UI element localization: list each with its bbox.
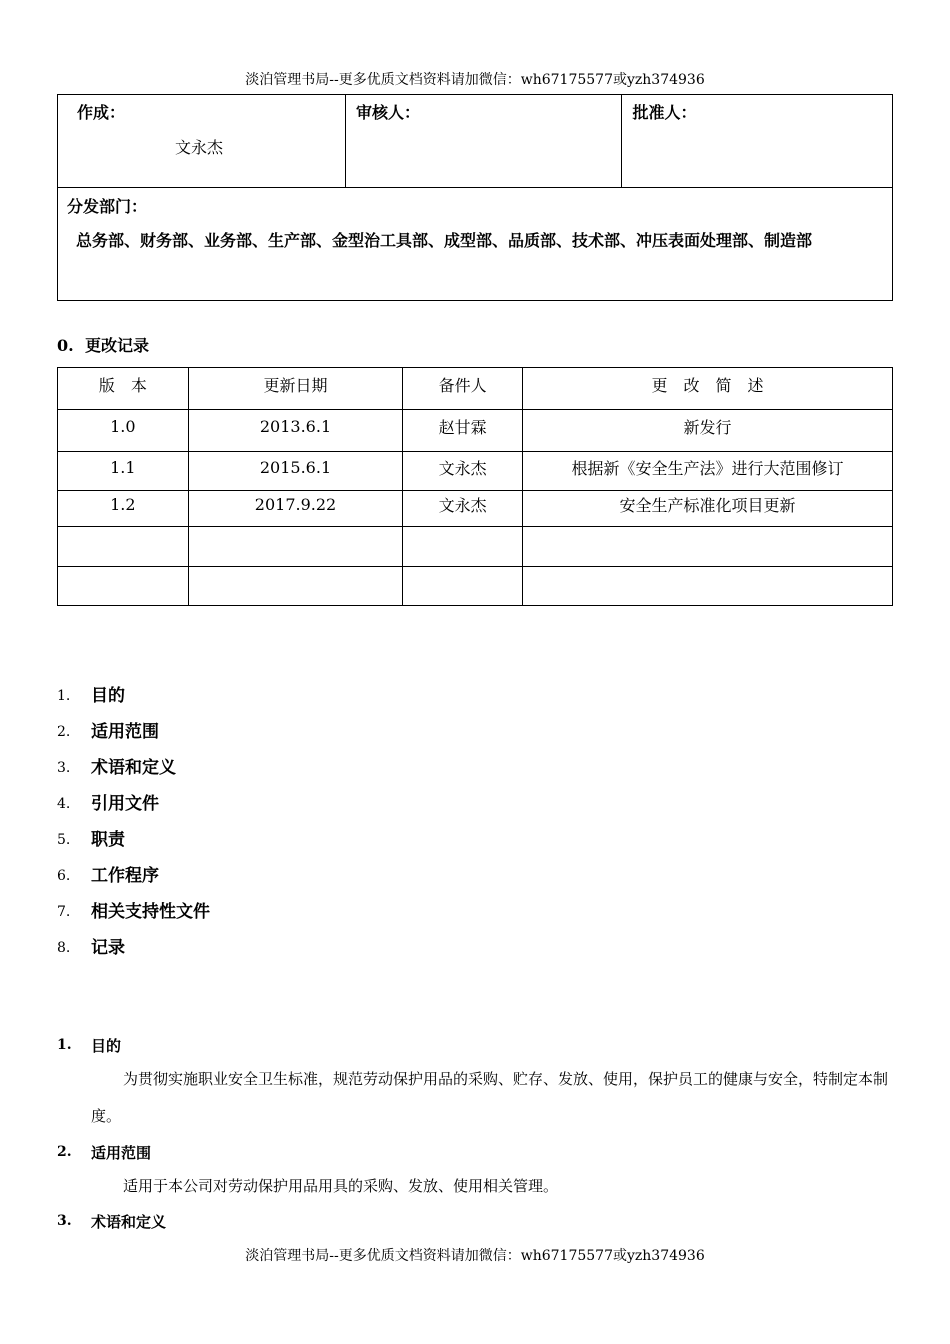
toc-item[interactable]: 8. 记录 xyxy=(57,938,125,958)
section-paragraph: 适用于本公司对劳动保护用品用具的采购、发放、使用相关管理。 xyxy=(123,1177,559,1195)
cell-date xyxy=(188,527,403,567)
toc-item[interactable]: 7. 相关支持性文件 xyxy=(57,902,210,922)
toc-item[interactable]: 2. 适用范围 xyxy=(57,722,159,742)
cell-date: 2015.6.1 xyxy=(188,452,403,491)
toc-item[interactable]: 1. 目的 xyxy=(57,686,125,706)
page-header: 淡泊管理书局--更多优质文档资料请加微信：wh67175577或yzh374936 xyxy=(245,72,705,88)
author-label: 作成： xyxy=(77,103,126,122)
header-summary: 更 改 简 述 xyxy=(522,368,892,410)
cell-version xyxy=(58,527,189,567)
cell-version xyxy=(58,567,189,606)
table-header-row xyxy=(58,368,893,410)
cell-summary: 新发行 xyxy=(522,410,892,452)
change-log-table xyxy=(57,367,893,606)
reviewer-label: 审核人： xyxy=(355,103,420,122)
toc-item[interactable]: 5. 职责 xyxy=(57,830,125,850)
header-editor: 备件人 xyxy=(403,368,523,410)
cell-date: 2013.6.1 xyxy=(188,410,403,452)
cell-date xyxy=(188,567,403,606)
distribution-cell xyxy=(58,188,893,301)
section-heading: 1. 目的 xyxy=(57,1036,122,1055)
author-cell xyxy=(58,95,346,188)
table-of-contents xyxy=(57,678,210,966)
cell-date: 2017.9.22 xyxy=(188,491,403,527)
approver-cell xyxy=(622,95,893,188)
table-row xyxy=(58,527,893,567)
cell-version: 1.1 xyxy=(58,452,189,491)
header-version: 版 本 xyxy=(58,368,189,410)
section-purpose xyxy=(57,1033,907,1135)
change-log-title-text: 更改记录 xyxy=(85,336,150,355)
change-log-number: 0. xyxy=(57,336,74,355)
page-footer: 淡泊管理书局--更多优质文档资料请加微信：wh67175577或yzh374936 xyxy=(245,1248,705,1264)
author-name: 文永杰 xyxy=(175,138,224,157)
cell-summary: 根据新《安全生产法》进行大范围修订 xyxy=(522,452,892,491)
section-heading: 3. 术语和定义 xyxy=(57,1212,167,1231)
cell-editor: 赵甘霖 xyxy=(403,410,523,452)
cell-editor: 文永杰 xyxy=(403,491,523,527)
change-log-title xyxy=(57,333,149,356)
cell-summary xyxy=(522,567,892,606)
reviewer-cell xyxy=(345,95,621,188)
cell-version: 1.2 xyxy=(58,491,189,527)
table-row xyxy=(58,491,893,527)
distribution-value: 总务部、财务部、业务部、生产部、金型治工具部、成型部、品质部、技术部、冲压表面处理部、制造部 xyxy=(76,231,813,250)
section-heading: 2. 适用范围 xyxy=(57,1143,152,1162)
cell-version: 1.0 xyxy=(58,410,189,452)
section-terms xyxy=(57,1209,907,1233)
approver-label: 批准人： xyxy=(632,103,697,122)
table-row xyxy=(58,567,893,606)
cell-editor xyxy=(403,567,523,606)
cell-summary xyxy=(522,527,892,567)
section-scope xyxy=(57,1140,907,1205)
toc-item[interactable]: 6. 工作程序 xyxy=(57,866,159,886)
toc-item[interactable]: 4. 引用文件 xyxy=(57,794,159,814)
cell-editor: 文永杰 xyxy=(403,452,523,491)
table-row xyxy=(58,452,893,491)
cell-editor xyxy=(403,527,523,567)
signoff-table xyxy=(57,94,893,301)
toc-item[interactable]: 3. 术语和定义 xyxy=(57,758,176,778)
section-paragraph: 为贯彻实施职业安全卫生标准，规范劳动保护用品的采购、贮存、发放、使用，保护员工的健康与安全，特制定本制度。 xyxy=(91,1070,889,1125)
cell-summary: 安全生产标准化项目更新 xyxy=(522,491,892,527)
header-date: 更新日期 xyxy=(188,368,403,410)
table-row xyxy=(58,410,893,452)
distribution-label: 分发部门： xyxy=(67,197,148,216)
